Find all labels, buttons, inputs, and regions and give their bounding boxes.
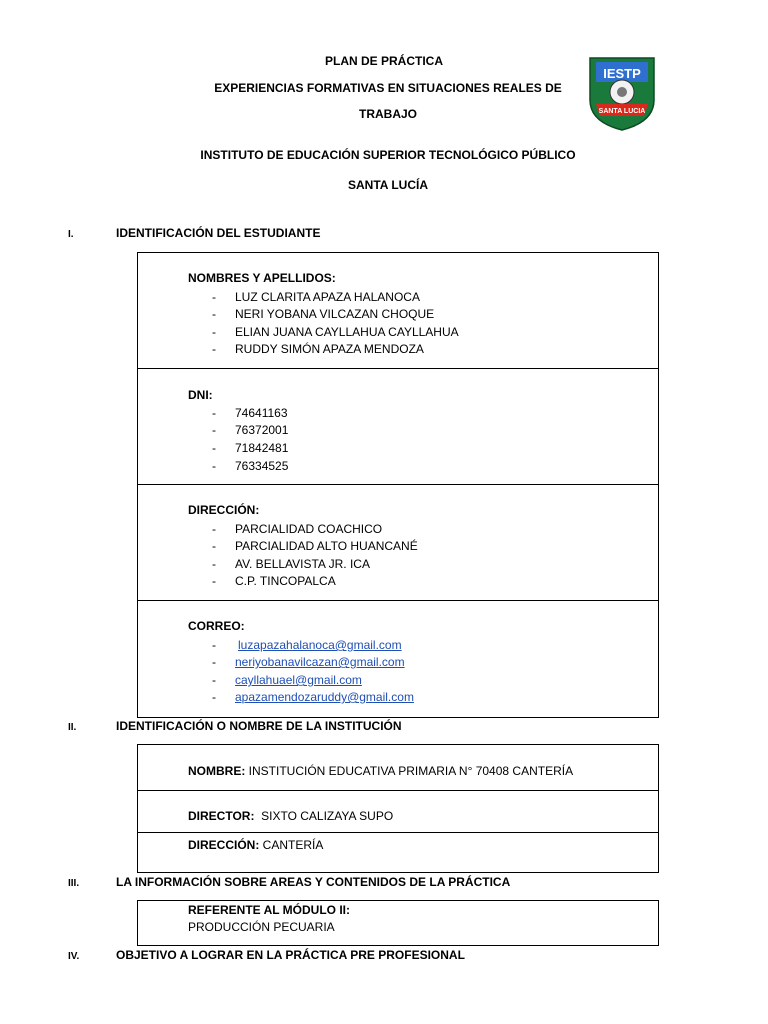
module-value: PRODUCCIÓN PECUARIA [188, 920, 335, 934]
list-dash: - [212, 325, 216, 339]
names-label: NOMBRES Y APELLIDOS: [188, 271, 336, 285]
institution-name-row [188, 764, 573, 778]
section-4-number: IV. [68, 951, 80, 962]
email-link[interactable]: cayllahuael@gmail.com [235, 673, 362, 687]
doc-subtitle: EXPERIENCIAS FORMATIVAS EN SITUACIONES REALES DE [214, 81, 562, 95]
dni-label: DNI: [188, 388, 213, 402]
table-divider [137, 790, 659, 791]
list-dash: - [212, 290, 216, 304]
module-label: REFERENTE AL MÓDULO II: [188, 903, 350, 917]
student-address: PARCIALIDAD ALTO HUANCANÉ [235, 539, 418, 553]
list-dash: - [212, 557, 216, 571]
logo-bottom-text: SANTA LUCIA [598, 108, 646, 115]
director-value: SIXTO CALIZAYA SUPO [254, 809, 394, 823]
section-1-number: I. [68, 229, 74, 240]
list-dash: - [212, 307, 216, 321]
list-dash: - [212, 459, 216, 473]
email-label: CORREO: [188, 619, 245, 633]
student-dni: 76372001 [235, 423, 289, 437]
section-3-number: III. [68, 878, 80, 889]
student-name: LUZ CLARITA APAZA HALANOCA [235, 290, 420, 304]
director-label: DIRECTOR: [188, 809, 255, 823]
institution-name-value: INSTITUCIÓN EDUCATIVA PRIMARIA N° 70408 CANTERÍA [245, 764, 574, 778]
section-2-number: II. [68, 722, 77, 733]
table-divider [137, 368, 659, 369]
institute-name: INSTITUTO DE EDUCACIÓN SUPERIOR TECNOLÓGICO PÚBLICO [200, 148, 576, 162]
student-dni: 71842481 [235, 441, 289, 455]
student-name: RUDDY SIMÓN APAZA MENDOZA [235, 342, 424, 356]
list-dash: - [212, 423, 216, 437]
list-dash: - [212, 342, 216, 356]
doc-subtitle-cont: TRABAJO [358, 107, 417, 121]
section-4-title: OBJETIVO A LOGRAR EN LA PRÁCTICA PRE PROFESIONAL [116, 948, 465, 962]
email-link[interactable]: luzapazahalanoca@gmail.com [238, 638, 402, 652]
table-divider [137, 600, 659, 601]
institution-address-value: CANTERÍA [259, 838, 324, 852]
list-dash: - [212, 690, 216, 704]
email-link[interactable]: apazamendozaruddy@gmail.com [235, 690, 414, 704]
director-row [188, 809, 393, 823]
list-dash: - [212, 539, 216, 553]
student-dni: 76334525 [235, 459, 289, 473]
student-name: NERI YOBANA VILCAZAN CHOQUE [235, 307, 435, 321]
student-name: ELIAN JUANA CAYLLAHUA CAYLLAHUA [235, 325, 459, 339]
doc-title: PLAN DE PRÁCTICA [324, 54, 443, 68]
list-dash: - [212, 673, 216, 687]
institute-place: SANTA LUCÍA [348, 178, 428, 192]
list-dash: - [212, 574, 216, 588]
list-dash: - [212, 522, 216, 536]
section-2-title: IDENTIFICACIÓN O NOMBRE DE LA INSTITUCIÓN [116, 719, 402, 733]
institution-address-row [188, 838, 323, 852]
institution-address-label: DIRECCIÓN: [188, 838, 260, 852]
address-label: DIRECCIÓN: [188, 503, 260, 517]
student-address: AV. BELLAVISTA JR. ICA [235, 557, 370, 571]
student-dni: 74641163 [235, 406, 288, 420]
list-dash: - [212, 638, 216, 652]
student-address: PARCIALIDAD COACHICO [235, 522, 383, 536]
student-address: C.P. TINCOPALCA [235, 574, 336, 588]
table-divider [137, 484, 659, 485]
list-dash: - [212, 655, 216, 669]
institution-name-label: NOMBRE: [188, 764, 246, 778]
section-1-title: IDENTIFICACIÓN DEL ESTUDIANTE [116, 226, 321, 240]
email-link[interactable]: neriyobanavilcazan@gmail.com [235, 655, 405, 669]
institute-logo [586, 52, 658, 132]
table-divider [137, 832, 659, 833]
list-dash: - [212, 406, 216, 420]
logo-top-text: IESTP [603, 66, 641, 81]
list-dash: - [212, 441, 216, 455]
section-3-title: LA INFORMACIÓN SOBRE AREAS Y CONTENIDOS DE LA PRÁCTICA [116, 875, 511, 889]
